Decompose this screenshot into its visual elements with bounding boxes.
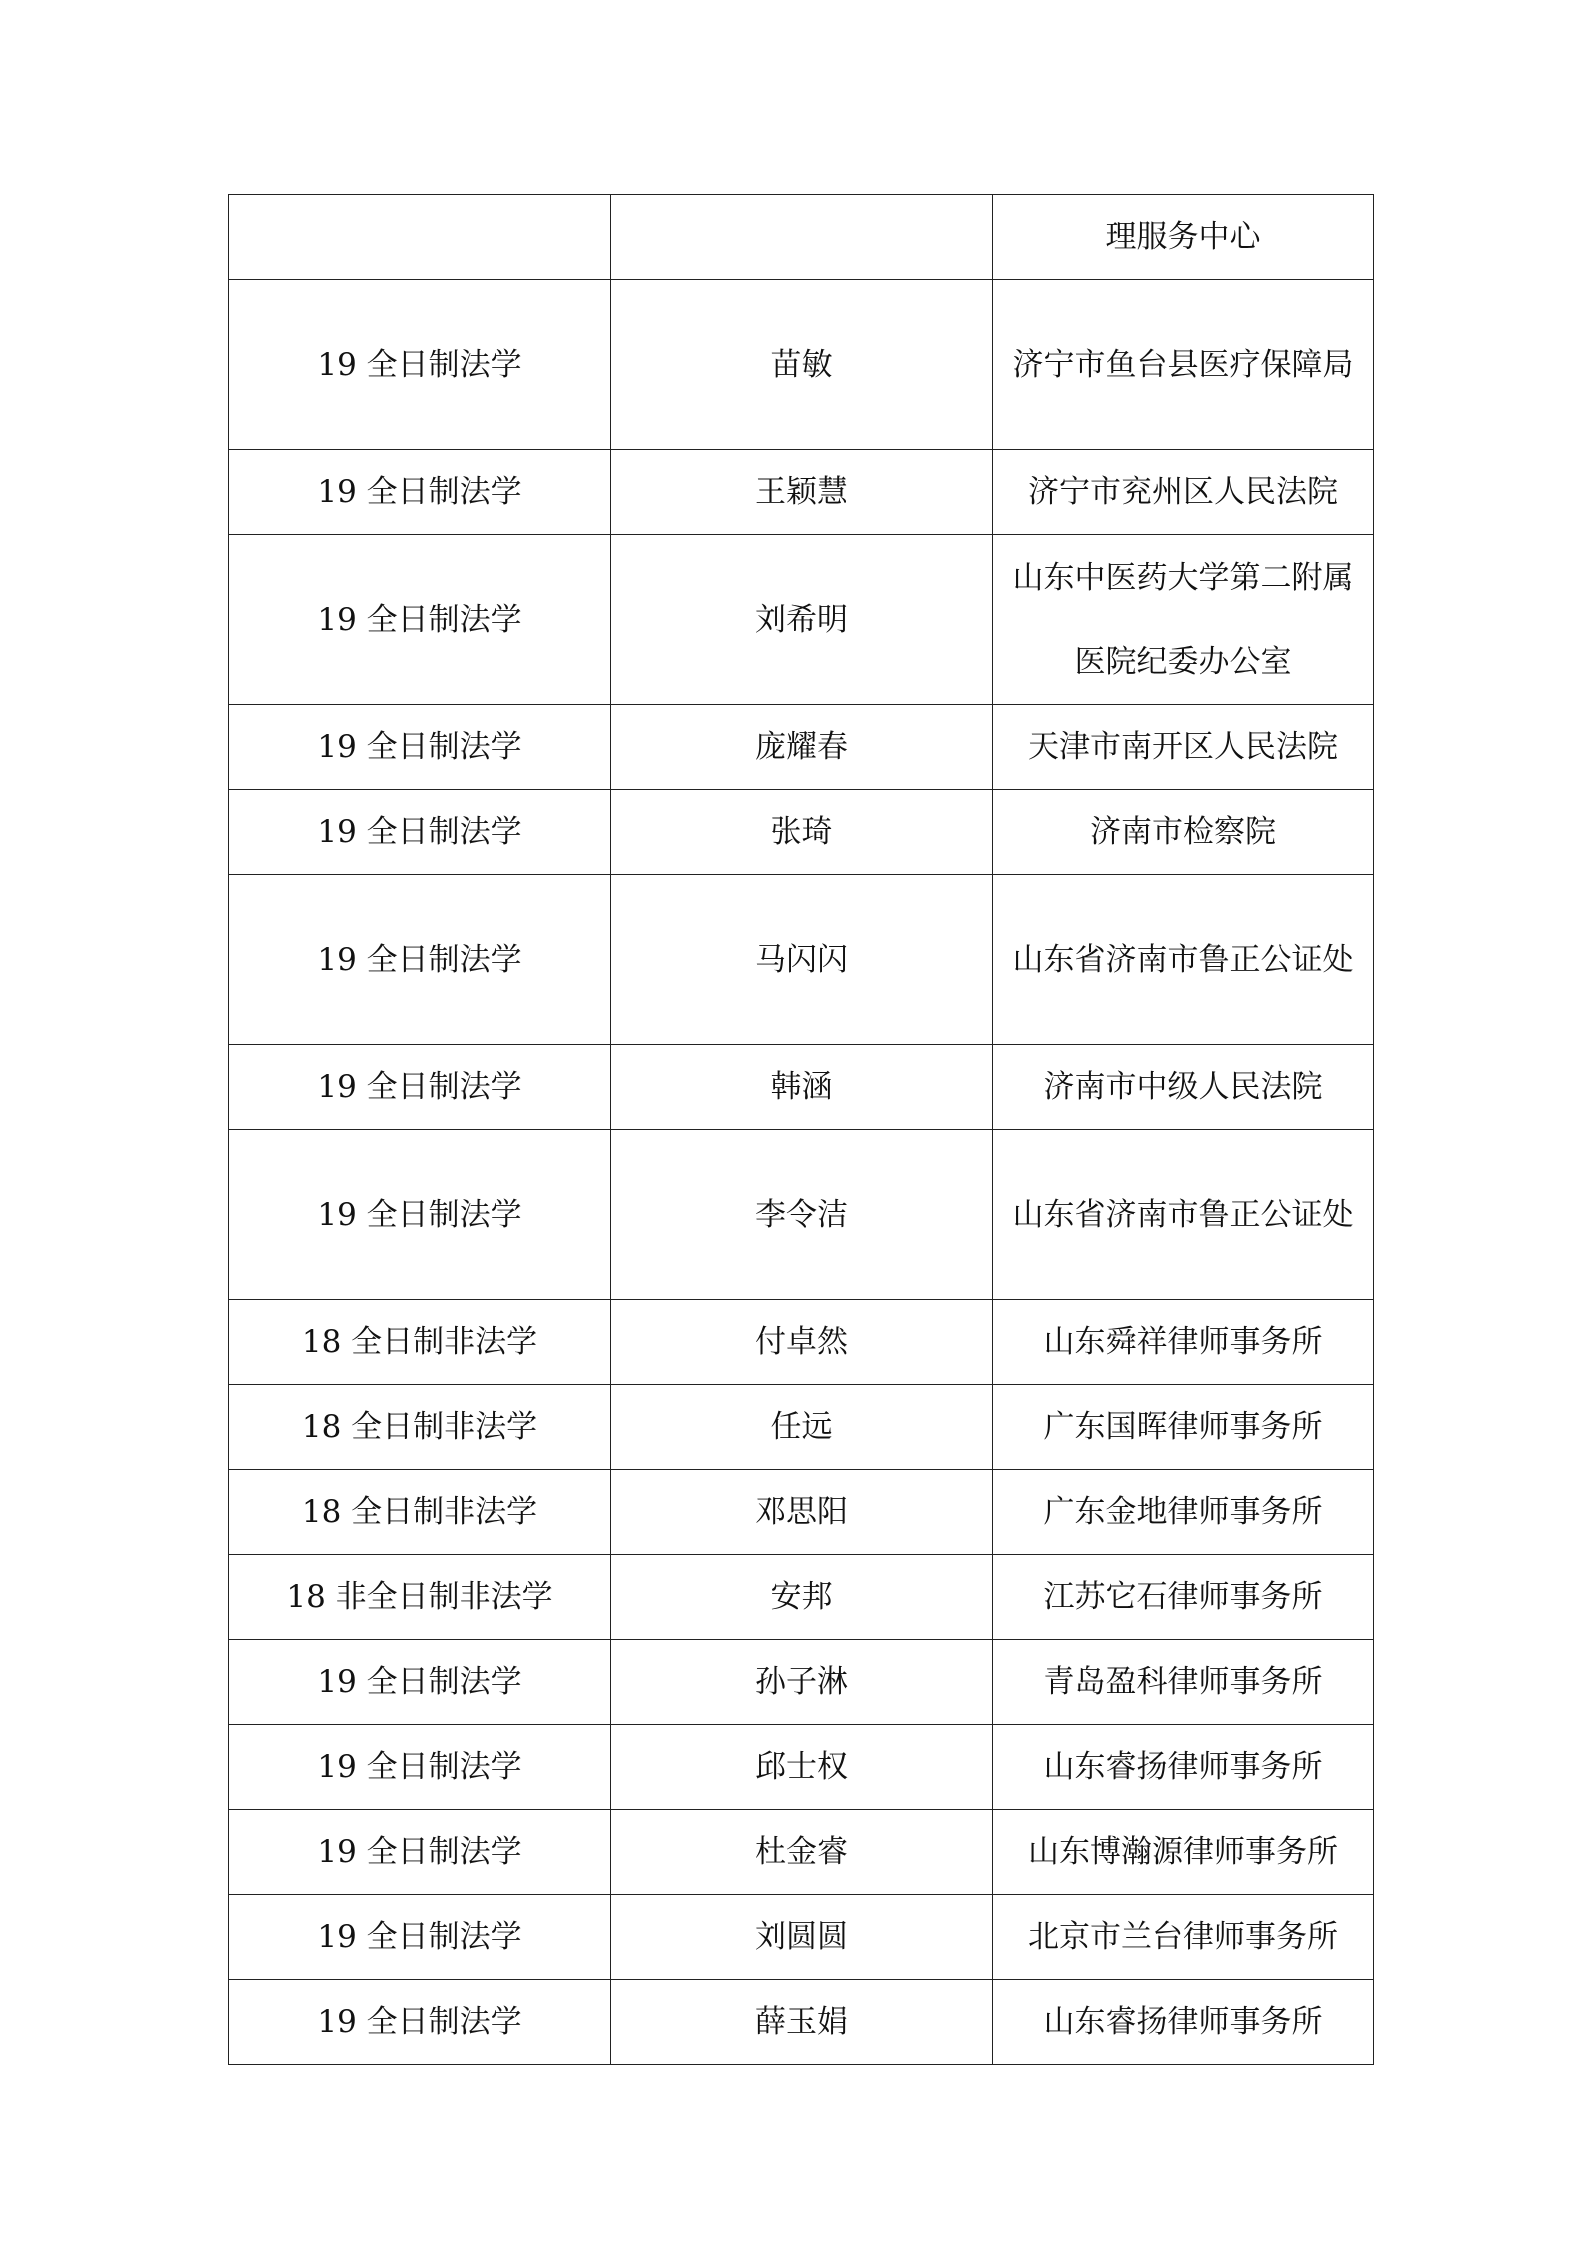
name-cell: 王颖慧 [611,450,993,535]
table-row [229,1385,1374,1470]
class-cell: 19 全日制法学 [229,875,611,1045]
table-row [229,1980,1374,2065]
unit-cell: 山东睿扬律师事务所 [993,1725,1374,1810]
table-row [229,535,1374,705]
unit-cell: 山东中医药大学第二附属医院纪委办公室 [993,535,1374,705]
name-cell: 薛玉娟 [611,1980,993,2065]
unit-cell: 济南市检察院 [993,790,1374,875]
name-cell [611,195,993,280]
name-cell: 任远 [611,1385,993,1470]
unit-cell: 理服务中心 [993,195,1374,280]
class-cell: 19 全日制法学 [229,1810,611,1895]
table-row [229,705,1374,790]
table-row [229,1300,1374,1385]
name-cell: 邱士权 [611,1725,993,1810]
table-row [229,1555,1374,1640]
class-cell: 19 全日制法学 [229,1980,611,2065]
name-cell: 杜金睿 [611,1810,993,1895]
class-cell: 19 全日制法学 [229,280,611,450]
class-cell: 18 全日制非法学 [229,1385,611,1470]
unit-cell: 北京市兰台律师事务所 [993,1895,1374,1980]
table-row [229,1045,1374,1130]
table-row [229,1640,1374,1725]
unit-cell: 济宁市兖州区人民法院 [993,450,1374,535]
unit-cell: 山东省济南市鲁正公证处 [993,1130,1374,1300]
name-cell: 庞耀春 [611,705,993,790]
unit-cell: 青岛盈科律师事务所 [993,1640,1374,1725]
class-cell: 19 全日制法学 [229,1640,611,1725]
name-cell: 邓思阳 [611,1470,993,1555]
name-cell: 马闪闪 [611,875,993,1045]
unit-cell: 山东省济南市鲁正公证处 [993,875,1374,1045]
class-cell: 18 非全日制非法学 [229,1555,611,1640]
name-cell: 孙子淋 [611,1640,993,1725]
name-cell: 刘圆圆 [611,1895,993,1980]
unit-cell: 济南市中级人民法院 [993,1045,1374,1130]
name-cell: 安邦 [611,1555,993,1640]
table-row [229,875,1374,1045]
name-cell: 苗敏 [611,280,993,450]
table-row [229,1130,1374,1300]
name-cell: 刘希明 [611,535,993,705]
class-cell: 18 全日制非法学 [229,1300,611,1385]
class-cell: 19 全日制法学 [229,1045,611,1130]
unit-cell: 山东博瀚源律师事务所 [993,1810,1374,1895]
unit-cell: 江苏它石律师事务所 [993,1555,1374,1640]
class-cell: 19 全日制法学 [229,450,611,535]
name-cell: 韩涵 [611,1045,993,1130]
table-row [229,1470,1374,1555]
employment-table [228,194,1374,2065]
table-row [229,1895,1374,1980]
class-cell: 19 全日制法学 [229,1895,611,1980]
unit-cell: 济宁市鱼台县医疗保障局 [993,280,1374,450]
name-cell: 张琦 [611,790,993,875]
class-cell: 19 全日制法学 [229,790,611,875]
table-row [229,790,1374,875]
class-cell: 19 全日制法学 [229,535,611,705]
unit-cell: 山东睿扬律师事务所 [993,1980,1374,2065]
name-cell: 付卓然 [611,1300,993,1385]
class-cell: 19 全日制法学 [229,1725,611,1810]
class-cell: 19 全日制法学 [229,1130,611,1300]
name-cell: 李令洁 [611,1130,993,1300]
table-row [229,280,1374,450]
class-cell: 18 全日制非法学 [229,1470,611,1555]
table-row [229,1810,1374,1895]
table-row [229,1725,1374,1810]
class-cell [229,195,611,280]
table-row [229,195,1374,280]
unit-cell: 天津市南开区人民法院 [993,705,1374,790]
table-row [229,450,1374,535]
class-cell: 19 全日制法学 [229,705,611,790]
unit-cell: 山东舜祥律师事务所 [993,1300,1374,1385]
unit-cell: 广东国晖律师事务所 [993,1385,1374,1470]
unit-cell: 广东金地律师事务所 [993,1470,1374,1555]
